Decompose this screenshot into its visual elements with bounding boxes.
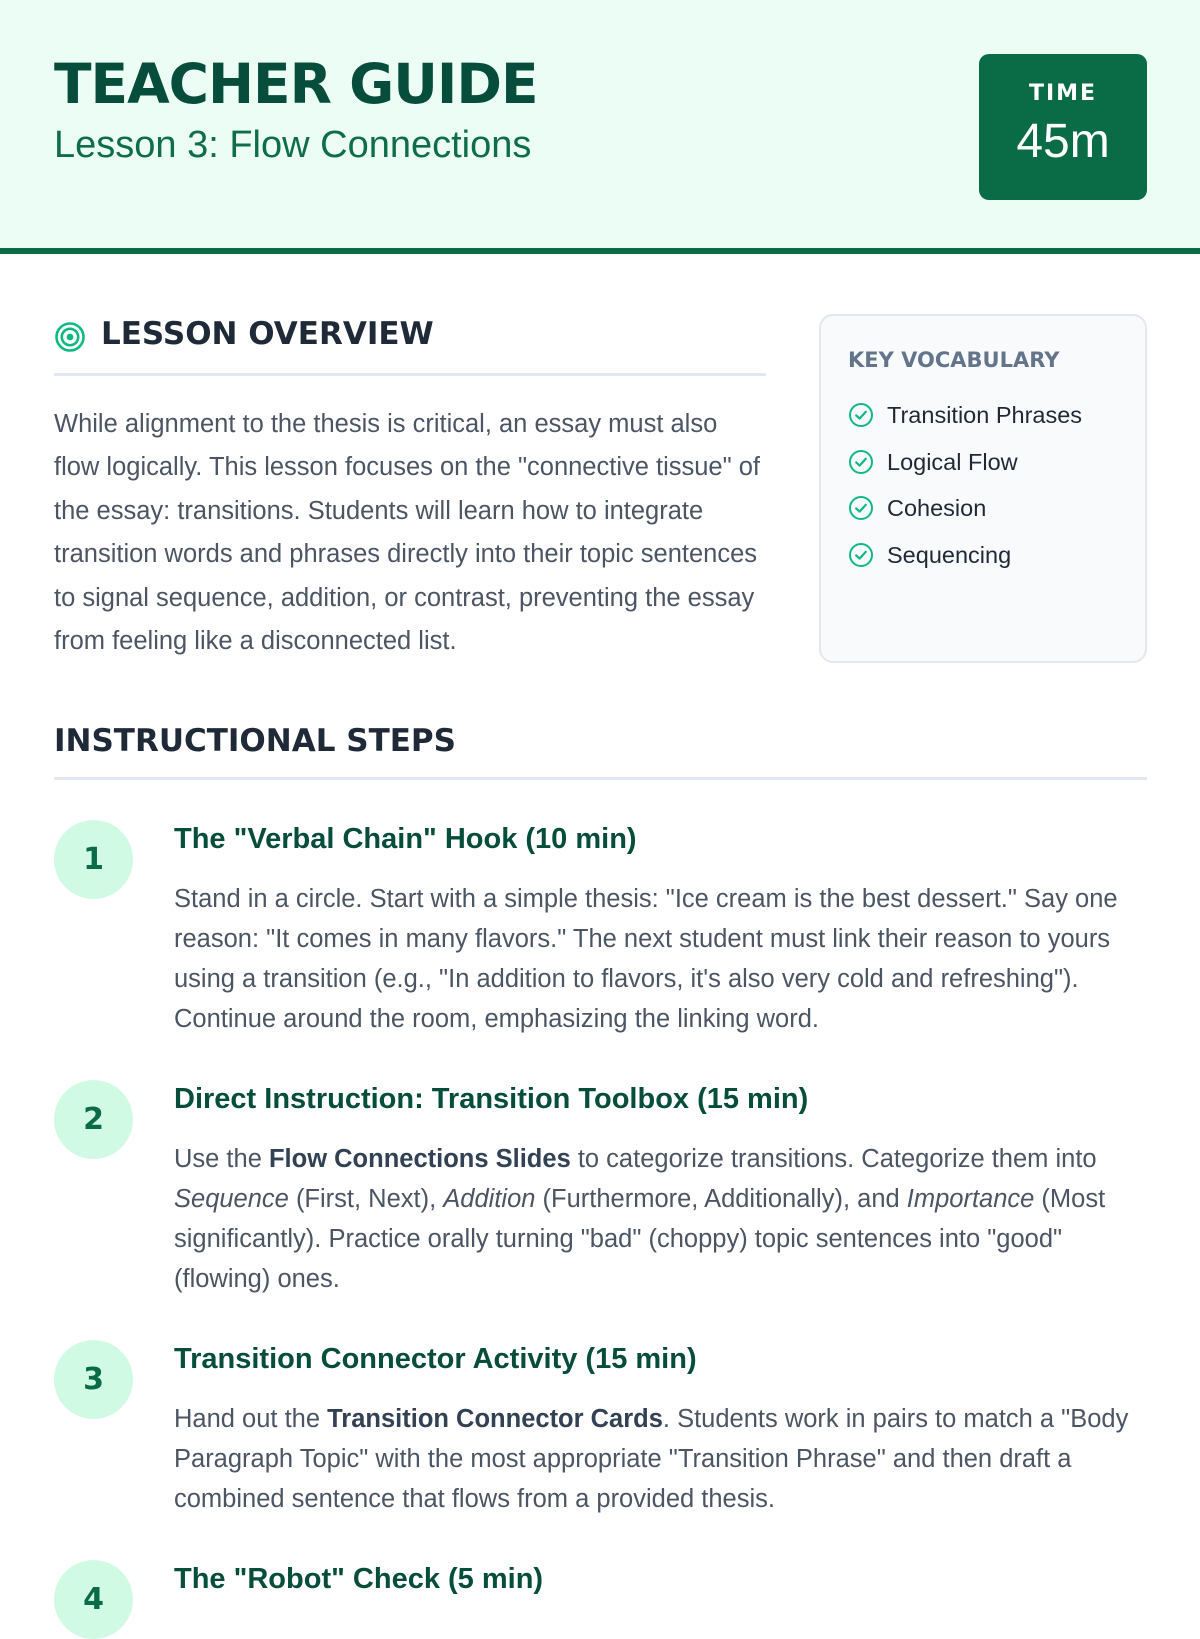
- step-text: Use the: [174, 1145, 269, 1173]
- step-description: [174, 1139, 1149, 1299]
- step-text-bold: Flow Connections Slides: [268, 1145, 571, 1173]
- lesson-subtitle: Lesson 3: Flow Connections: [54, 124, 532, 166]
- lesson-overview-heading: [54, 316, 766, 376]
- time-label: TIME: [1028, 81, 1098, 106]
- time-badge: [979, 54, 1147, 200]
- step-text-bold: Transition Connector Cards: [327, 1405, 663, 1433]
- step-title: The "Verbal Chain" Hook (10 min): [174, 823, 637, 855]
- step-description: [174, 879, 1149, 1039]
- check-circle-icon: [848, 449, 874, 475]
- lesson-overview-text: While alignment to the thesis is critical, an essay must also flow logically. This lesson focuses on the "connective tissue" of the essay: transitions. Students will learn how to integrate transition words and phrases directly into their topic sentences to signal sequence, addition, or contrast, preventing the essay from feeling like a disconnected list.: [54, 410, 761, 656]
- check-circle-icon: [848, 402, 874, 428]
- step-text-italic: Addition: [443, 1185, 536, 1213]
- instructional-steps-title: INSTRUCTIONAL STEPS: [54, 723, 456, 759]
- step-number-badge: 4: [54, 1560, 133, 1639]
- step-title: The "Robot" Check (5 min): [174, 1563, 544, 1595]
- step-title: Direct Instruction: Transition Toolbox (15 min): [174, 1083, 809, 1115]
- header: [0, 0, 1200, 254]
- step-text: . Students work in pairs to match a "Body Paragraph Topic" with the most appropriate "Transition Phrase" and then draft a combined sentence that flows from a provided thesis.: [174, 1405, 1129, 1513]
- time-value: 45m: [1016, 115, 1110, 168]
- vocab-label: Sequencing: [887, 542, 1012, 568]
- step-text: (Furthermore, Additionally), and: [535, 1185, 907, 1213]
- step-text-italic: Importance: [906, 1185, 1035, 1213]
- step-number-badge: 3: [54, 1340, 133, 1419]
- check-circle-icon: [848, 542, 874, 568]
- target-icon: [54, 321, 86, 353]
- step-text-italic: Sequence: [174, 1185, 289, 1213]
- lesson-overview-title: LESSON OVERVIEW: [101, 316, 434, 352]
- step-text: (First, Next),: [288, 1185, 444, 1213]
- vocab-label: Cohesion: [887, 495, 987, 521]
- step-title: Transition Connector Activity (15 min): [174, 1343, 697, 1375]
- check-circle-icon: [848, 495, 874, 521]
- step-text: Stand in a circle. Start with a simple thesis: "Ice cream is the best dessert." Say one reason: "It comes in many flavors." The next student must link their reason to yours using a transition (e.g., "In addition to flavors, it's also very cold and refreshing"). Continue around the room, emphasizing the linking word.: [174, 885, 1118, 1033]
- guide-title: TEACHER GUIDE: [54, 52, 538, 116]
- key-vocabulary-card: [819, 314, 1147, 663]
- step-text: Hand out the: [174, 1405, 328, 1433]
- step-number-badge: 1: [54, 820, 133, 899]
- key-vocabulary-title: KEY VOCABULARY: [848, 348, 1060, 372]
- step-text: to categorize transitions. Categorize them into: [570, 1145, 1097, 1173]
- step-number-badge: 2: [54, 1080, 133, 1159]
- step-description: [174, 1399, 1149, 1519]
- step-text: (Most significantly). Practice orally turning "bad" (choppy) topic sentences into "good" (flowing) ones.: [174, 1185, 1106, 1293]
- instructional-steps-heading: [54, 720, 1147, 780]
- vocab-label: Transition Phrases: [887, 402, 1083, 428]
- vocab-label: Logical Flow: [887, 449, 1018, 475]
